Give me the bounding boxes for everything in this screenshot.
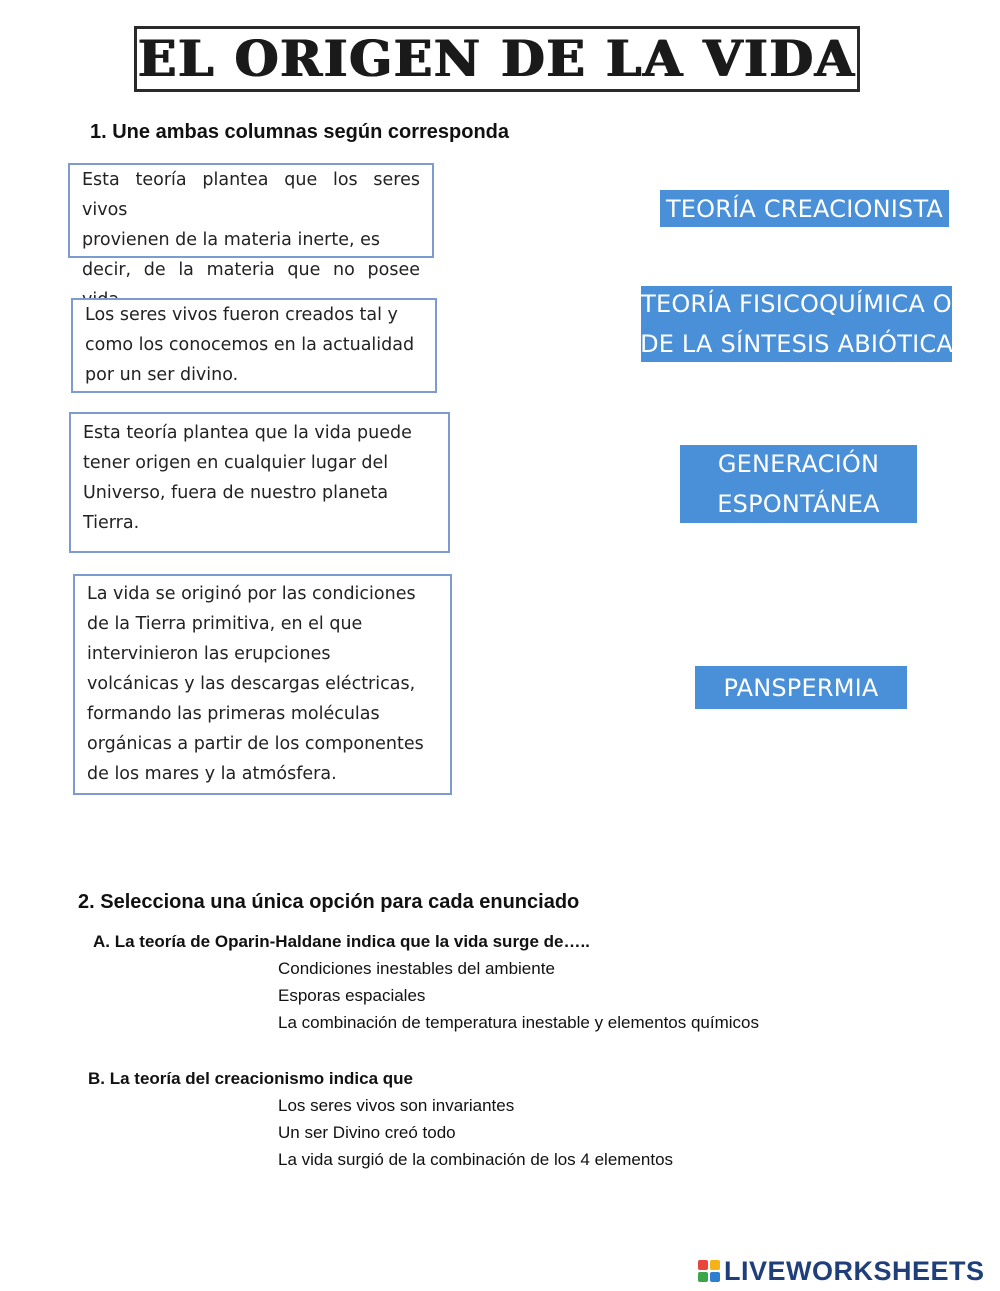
definition-line: Los seres vivos fueron creados tal y (85, 305, 398, 325)
theory-panspermia[interactable]: PANSPERMIA (695, 666, 907, 709)
definition-line: intervinieron las erupciones (87, 644, 331, 664)
definition-line: Esta teoría plantea que la vida puede (83, 423, 412, 443)
definition-box-4[interactable] (73, 574, 452, 795)
definition-line: formando las primeras moléculas (87, 704, 380, 724)
definition-box-2[interactable] (71, 298, 437, 393)
liveworksheets-logo-icon (698, 1260, 720, 1282)
definition-box-1[interactable] (68, 163, 434, 280)
section-2-heading: 2. Selecciona una única opción para cada enunciado (78, 891, 580, 913)
theory-fisicoquimica[interactable]: TEORÍA FISICOQUÍMICA O DE LA SÍNTESIS ABIÓTICA (641, 286, 952, 362)
logo-text: LIVEWORKSHEETS (724, 1255, 985, 1286)
definition-line: Esta teoría plantea que los seres vivos (82, 170, 420, 220)
title-banner (134, 26, 860, 92)
section-1-heading: 1. Une ambas columnas según corresponda (90, 121, 510, 143)
definition-line: Tierra. (83, 513, 140, 533)
definition-line: orgánicas a partir de los componentes (87, 734, 424, 754)
page-title: EL ORIGEN DE LA VIDA (138, 29, 856, 88)
definition-line: provienen de la materia inerte, es (82, 230, 381, 250)
question-a-option-1[interactable]: Condiciones inestables del ambiente (278, 959, 555, 978)
definition-line: por un ser divino. (85, 365, 239, 385)
definition-box-3[interactable] (69, 412, 450, 553)
definition-line: como los conocemos en la actualidad (85, 335, 415, 355)
definition-line: de la Tierra primitiva, en el que (87, 614, 363, 634)
question-b-option-1[interactable]: Los seres vivos son invariantes (278, 1096, 515, 1115)
question-a-option-2[interactable]: Esporas espaciales (278, 986, 426, 1005)
definition-line: Universo, fuera de nuestro planeta (83, 483, 389, 503)
definition-line: decir, de la materia que no posee (82, 260, 420, 280)
theory-generacion-espontanea[interactable]: GENERACIÓN ESPONTÁNEA (680, 445, 917, 523)
theory-creacionista[interactable]: TEORÍA CREACIONISTA (660, 190, 949, 227)
question-a-option-3[interactable]: La combinación de temperatura inestable y elementos químicos (278, 1013, 759, 1032)
definition-line: tener origen en cualquier lugar del (83, 453, 389, 473)
question-b-option-2[interactable]: Un ser Divino creó todo (278, 1123, 456, 1142)
question-b-option-3[interactable]: La vida surgió de la combinación de los 4 elementos (278, 1150, 674, 1169)
definition-line: La vida se originó por las condiciones (87, 584, 416, 604)
question-a-prompt: A. La teoría de Oparin-Haldane indica que la vida surge de….. (93, 932, 590, 951)
definition-line: volcánicas y las descargas eléctricas, (87, 674, 416, 694)
question-b-prompt: B. La teoría del creacionismo indica que (88, 1069, 413, 1088)
liveworksheets-logo (698, 1255, 985, 1287)
definition-line: de los mares y la atmósfera. (87, 764, 337, 784)
